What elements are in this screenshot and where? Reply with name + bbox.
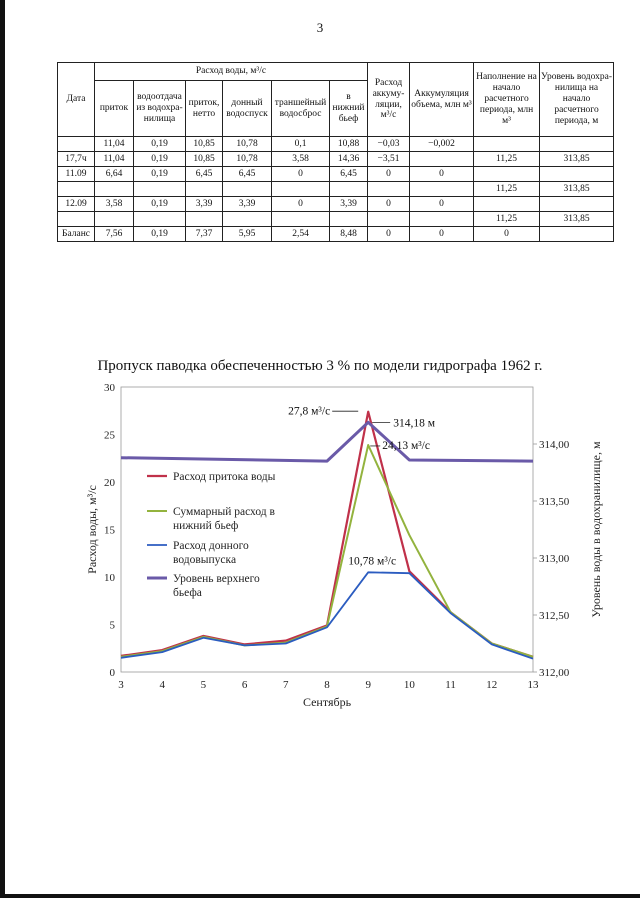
table-cell: 5,95 — [223, 227, 272, 242]
table-cell — [186, 212, 223, 227]
series-line-0 — [121, 412, 533, 657]
x-tick-label: 5 — [200, 679, 207, 691]
x-tick-label: 7 — [283, 679, 289, 691]
legend-label: Расход донного водовыпуска — [173, 540, 249, 566]
header-filling: Наполнение на начало расчетного периода, млн м³ — [474, 63, 540, 137]
table-row — [58, 152, 614, 167]
table-cell — [58, 182, 95, 197]
y2-tick-label: 313,50 — [539, 496, 570, 508]
annotation-label: 10,78 м³/с — [348, 555, 397, 568]
table-cell: 7,37 — [186, 227, 223, 242]
table-cell: 3,39 — [330, 197, 368, 212]
annotation-label: 27,8 м³/с — [288, 405, 331, 418]
header-inflow-net: приток, нетто — [186, 81, 223, 137]
table-cell — [540, 197, 614, 212]
table-cell — [540, 227, 614, 242]
y2-axis-label: Уровень воды в водохранилище, м — [589, 441, 603, 618]
table-cell: 0 — [368, 197, 410, 212]
table-cell — [410, 182, 474, 197]
x-tick-label: 9 — [365, 679, 371, 691]
x-tick-label: 8 — [324, 679, 330, 691]
header-level: Уровень водохра-нилища на начало расчетного периода, м — [540, 63, 614, 137]
x-tick-label: 13 — [527, 679, 539, 691]
table-cell: 6,45 — [330, 167, 368, 182]
chart-legend — [147, 471, 276, 599]
table-cell: 10,78 — [223, 137, 272, 152]
table-cell — [330, 212, 368, 227]
table-cell: 0 — [474, 227, 540, 242]
table-cell: 11,25 — [474, 182, 540, 197]
table-cell: 6,64 — [95, 167, 134, 182]
table-cell: −0,002 — [410, 137, 474, 152]
table-cell: 10,85 — [186, 137, 223, 152]
table-cell: 313,85 — [540, 182, 614, 197]
table-cell: 6,45 — [186, 167, 223, 182]
header-bottom-outlet: донный водоспуск — [223, 81, 272, 137]
x-tick-label: 11 — [445, 679, 456, 691]
y-tick-label: 30 — [104, 382, 115, 394]
x-axis-label: Сентябрь — [302, 695, 352, 709]
table-cell: −0,03 — [368, 137, 410, 152]
table-cell — [474, 137, 540, 152]
x-tick-label: 10 — [403, 679, 415, 691]
table-cell: 11,25 — [474, 152, 540, 167]
table-row — [58, 212, 614, 227]
table-cell: 3,39 — [223, 197, 272, 212]
header-date: Дата — [58, 63, 95, 137]
table-cell: 10,78 — [223, 152, 272, 167]
table-cell: 0,19 — [134, 197, 186, 212]
table-cell — [223, 212, 272, 227]
table-cell: 313,85 — [540, 212, 614, 227]
table-cell: 0 — [410, 197, 474, 212]
header-accum-volume: Аккумуляция объема, млн м³ — [410, 63, 474, 137]
annotation-label: 24,13 м³/с — [382, 439, 430, 452]
header-inflow: приток — [95, 81, 134, 137]
table-cell: 10,85 — [186, 152, 223, 167]
annotation-label: 314,18 м — [393, 417, 435, 430]
table-cell — [410, 152, 474, 167]
table-cell: 11,04 — [95, 152, 134, 167]
series-line-2 — [121, 572, 533, 658]
table-cell: 14,36 — [330, 152, 368, 167]
y2-tick-label: 312,00 — [539, 667, 570, 679]
table-cell: 3,58 — [95, 197, 134, 212]
y-tick-label: 5 — [109, 619, 115, 632]
table-cell — [58, 212, 95, 227]
table-cell — [186, 182, 223, 197]
table-cell: 0,19 — [134, 152, 186, 167]
legend-label: Уровень верхнего бьефа — [173, 573, 260, 599]
y-tick-label: 0 — [109, 667, 115, 679]
table-cell: 3,39 — [186, 197, 223, 212]
table-cell — [223, 182, 272, 197]
chart-series — [121, 412, 533, 659]
series-line-3 — [121, 422, 533, 461]
table-cell: 11.09 — [58, 167, 95, 182]
table-cell: 0 — [272, 197, 330, 212]
x-tick-label: 6 — [241, 679, 248, 691]
header-tailwater: в нижний бьеф — [330, 81, 368, 137]
header-trench-spillway: траншейный водосброс — [272, 81, 330, 137]
header-withdrawal: водоотдача из водохра-нилища — [134, 81, 186, 137]
x-tick-label: 12 — [486, 679, 498, 691]
legend-label: Расход притока воды — [173, 471, 276, 483]
x-tick-label: 3 — [118, 679, 124, 691]
table-cell — [95, 182, 134, 197]
y2-tick-label: 312,50 — [539, 610, 570, 622]
table-cell — [474, 167, 540, 182]
table-cell — [58, 137, 95, 152]
y-tick-label: 10 — [104, 572, 115, 584]
table-row — [58, 182, 614, 197]
water-balance-table — [57, 62, 614, 242]
table-cell: 17,7ч — [58, 152, 95, 167]
table-cell: 0,1 — [272, 137, 330, 152]
table-cell — [410, 212, 474, 227]
y2-tick-label: 313,00 — [539, 553, 570, 565]
table-cell: −3,51 — [368, 152, 410, 167]
table-cell: 6,45 — [223, 167, 272, 182]
table-cell: 313,85 — [540, 152, 614, 167]
table-cell — [272, 212, 330, 227]
table-cell — [540, 137, 614, 152]
table-cell — [95, 212, 134, 227]
table-cell: 8,48 — [330, 227, 368, 242]
table-row — [58, 167, 614, 182]
table-row-balance — [58, 227, 614, 242]
y-tick-label: 25 — [104, 429, 115, 442]
table-cell — [272, 182, 330, 197]
scan-edge-bottom — [0, 894, 640, 898]
table-cell — [540, 167, 614, 182]
table-cell: 0 — [368, 227, 410, 242]
table-cell: 10,88 — [330, 137, 368, 152]
table-cell: 11,04 — [95, 137, 134, 152]
table-cell: 11,25 — [474, 212, 540, 227]
table-cell — [368, 212, 410, 227]
table-cell — [134, 182, 186, 197]
table-cell: 12.09 — [58, 197, 95, 212]
table-cell: 0 — [410, 227, 474, 242]
y2-tick-label: 314,00 — [539, 439, 570, 451]
chart-title: Пропуск паводка обеспеченностью 3 % по модели гидрографа 1962 г. — [97, 358, 543, 374]
table-cell — [134, 212, 186, 227]
y-axis-label: Расход воды, м³/с — [85, 485, 99, 574]
table-cell: 0,19 — [134, 167, 186, 182]
y-tick-label: 15 — [104, 524, 115, 537]
table-cell: 0,19 — [134, 137, 186, 152]
table-row — [58, 197, 614, 212]
table-cell: 7,56 — [95, 227, 134, 242]
legend-label: Суммарный расход в нижний бьеф — [173, 506, 275, 532]
header-accum-flow: Расход аккуму-ляции, м³/с — [368, 63, 410, 137]
table-cell — [330, 182, 368, 197]
y-tick-label: 20 — [104, 477, 115, 489]
table-cell: Баланс — [58, 227, 95, 242]
table-cell: 2,54 — [272, 227, 330, 242]
table-cell: 0 — [410, 167, 474, 182]
table-cell — [474, 197, 540, 212]
flood-chart — [0, 375, 640, 715]
table-cell — [368, 182, 410, 197]
table-cell: 0 — [272, 167, 330, 182]
header-flow-group: Расход воды, м³/с — [95, 63, 368, 81]
table-cell: 0,19 — [134, 227, 186, 242]
page-number: 3 — [316, 20, 324, 35]
table-row — [58, 137, 614, 152]
table-cell: 0 — [368, 167, 410, 182]
table-cell: 3,58 — [272, 152, 330, 167]
x-tick-label: 4 — [159, 679, 165, 691]
